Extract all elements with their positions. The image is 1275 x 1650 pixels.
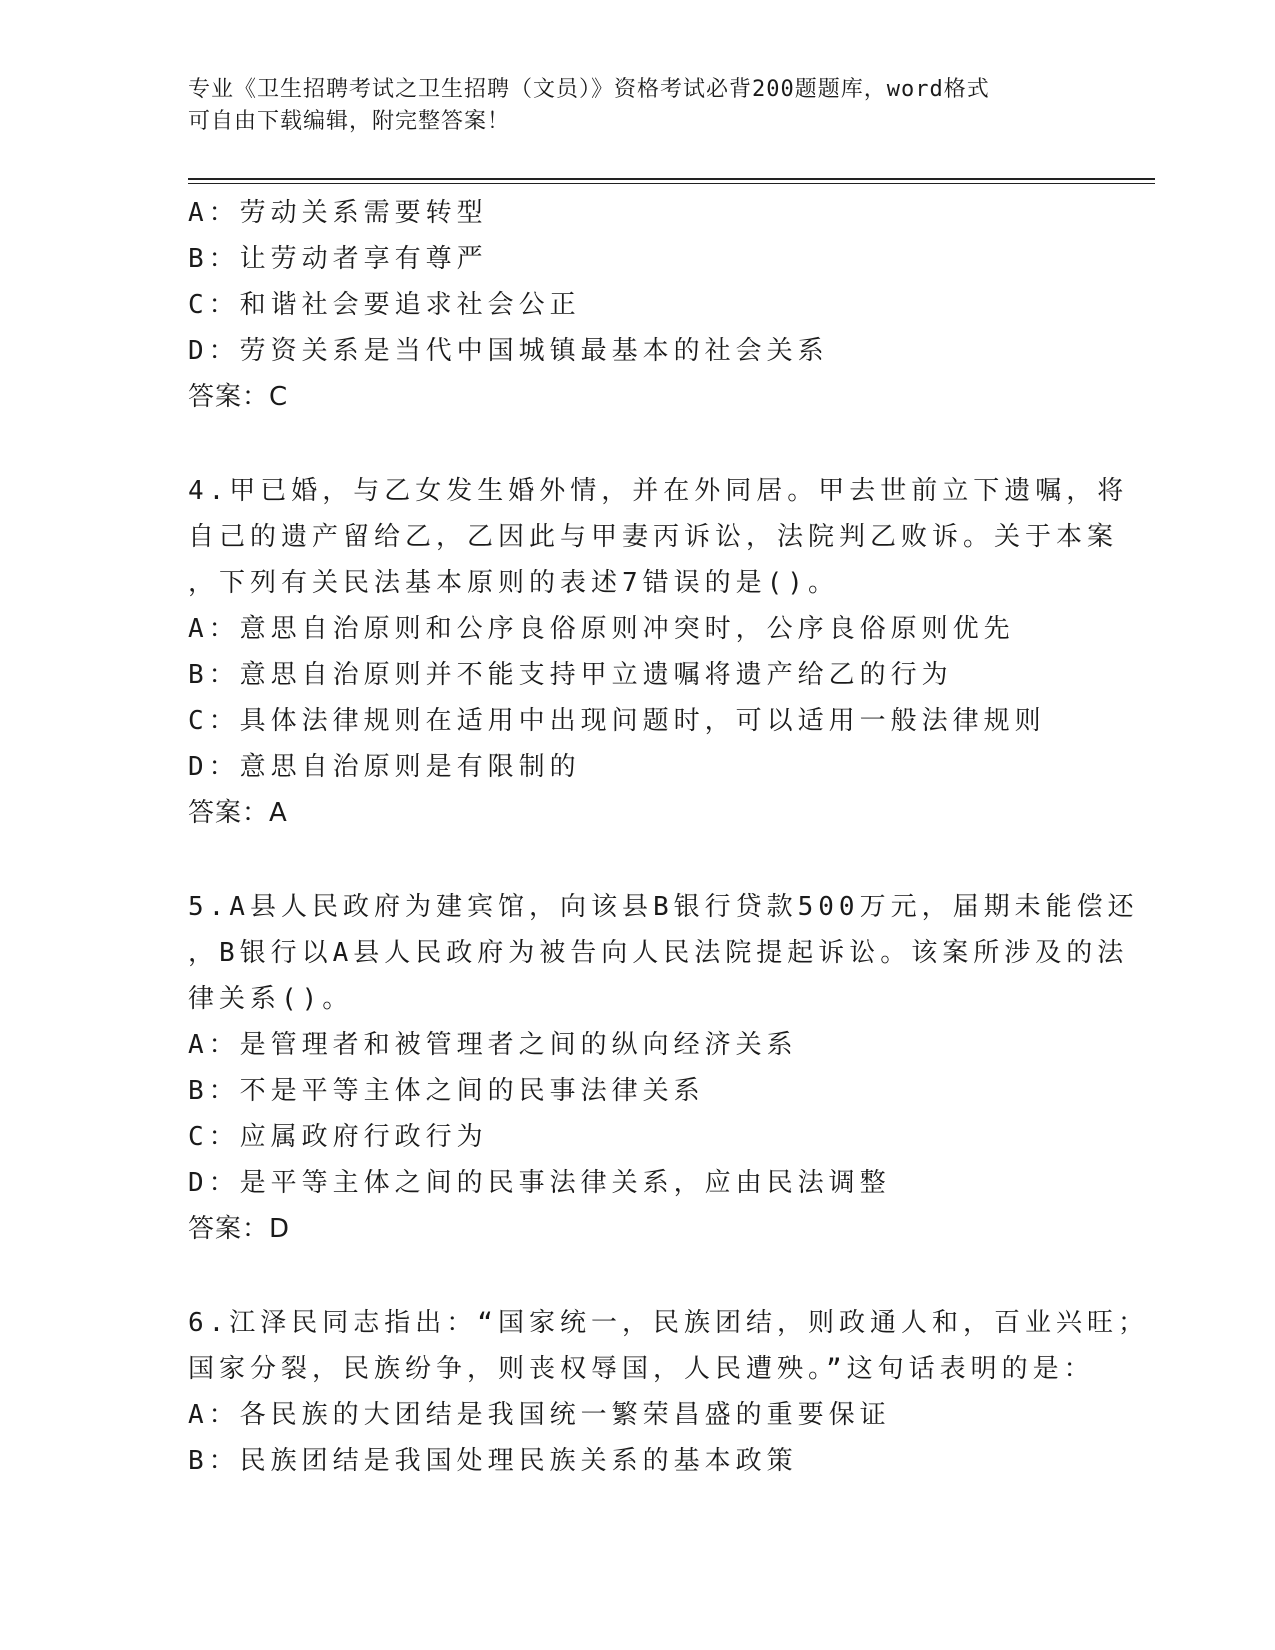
question-stem-line: 律关系()。 [188, 984, 354, 1014]
question-stem-line: ，B银行以A县人民政府为被告向人民法院提起诉讼。该案所涉及的法 [188, 938, 1129, 968]
header-divider-thick [188, 178, 1155, 180]
question-5 [188, 884, 1139, 1252]
answer-text: 答案：C [188, 382, 289, 412]
spacer [188, 1252, 1088, 1300]
option-c: C：和谐社会要追求社会公正 [188, 290, 581, 320]
spacer [188, 836, 1088, 884]
header-line-1: 专业《卫生招聘考试之卫生招聘（文员）》资格考试必背200题题库，word格式 [188, 77, 990, 102]
question-stem-line: 6.江泽民同志指出：“国家统一，民族团结，则政通人和，百业兴旺； [188, 1308, 1149, 1338]
question-stem-line: 自己的遗产留给乙，乙因此与甲妻丙诉讼，法院判乙败诉。关于本案 [188, 522, 1119, 552]
option-d: D：劳资关系是当代中国城镇最基本的社会关系 [188, 336, 829, 366]
option-b: B：意思自治原则并不能支持甲立遗嘱将遗产给乙的行为 [188, 660, 953, 690]
question-stem-line: 国家分裂，民族纷争，则丧权辱国，人民遭殃。”这句话表明的是： [188, 1354, 1095, 1384]
question-list [188, 190, 1149, 1484]
option-a: A：各民族的大团结是我国统一繁荣昌盛的重要保证 [188, 1400, 891, 1430]
option-b: B：不是平等主体之间的民事法律关系 [188, 1076, 705, 1106]
option-c: C：具体法律规则在适用中出现问题时，可以适用一般法律规则 [188, 706, 1046, 736]
spacer [188, 420, 1088, 468]
option-a: A：是管理者和被管理者之间的纵向经济关系 [188, 1030, 798, 1060]
question-stem-line: 4.甲已婚，与乙女发生婚外情，并在外同居。甲去世前立下遗嘱，将 [188, 476, 1129, 506]
option-d: D：意思自治原则是有限制的 [188, 752, 581, 782]
option-a: A：意思自治原则和公序良俗原则冲突时，公序良俗原则优先 [188, 614, 1015, 644]
answer-text: 答案：D [188, 1214, 291, 1244]
question-6 [188, 1300, 1149, 1484]
question-4 [188, 468, 1129, 836]
question-stem-line: ，下列有关民法基本原则的表述7错误的是()。 [188, 568, 839, 598]
answer-text: 答案：A [188, 798, 288, 828]
header-divider-thin [188, 183, 1155, 184]
option-d: D：是平等主体之间的民事法律关系，应由民法调整 [188, 1168, 891, 1198]
option-b: B：让劳动者享有尊严 [188, 244, 488, 274]
option-b: B：民族团结是我国处理民族关系的基本政策 [188, 1446, 798, 1476]
header-line-2: 可自由下载编辑，附完整答案！ [188, 109, 511, 134]
document-header [188, 74, 1088, 138]
question-stem-line: 5.A县人民政府为建宾馆，向该县B银行贷款500万元，届期未能偿还 [188, 892, 1139, 922]
option-a: A：劳动关系需要转型 [188, 198, 488, 228]
option-c: C：应属政府行政行为 [188, 1122, 488, 1152]
question-3 [188, 190, 1088, 420]
